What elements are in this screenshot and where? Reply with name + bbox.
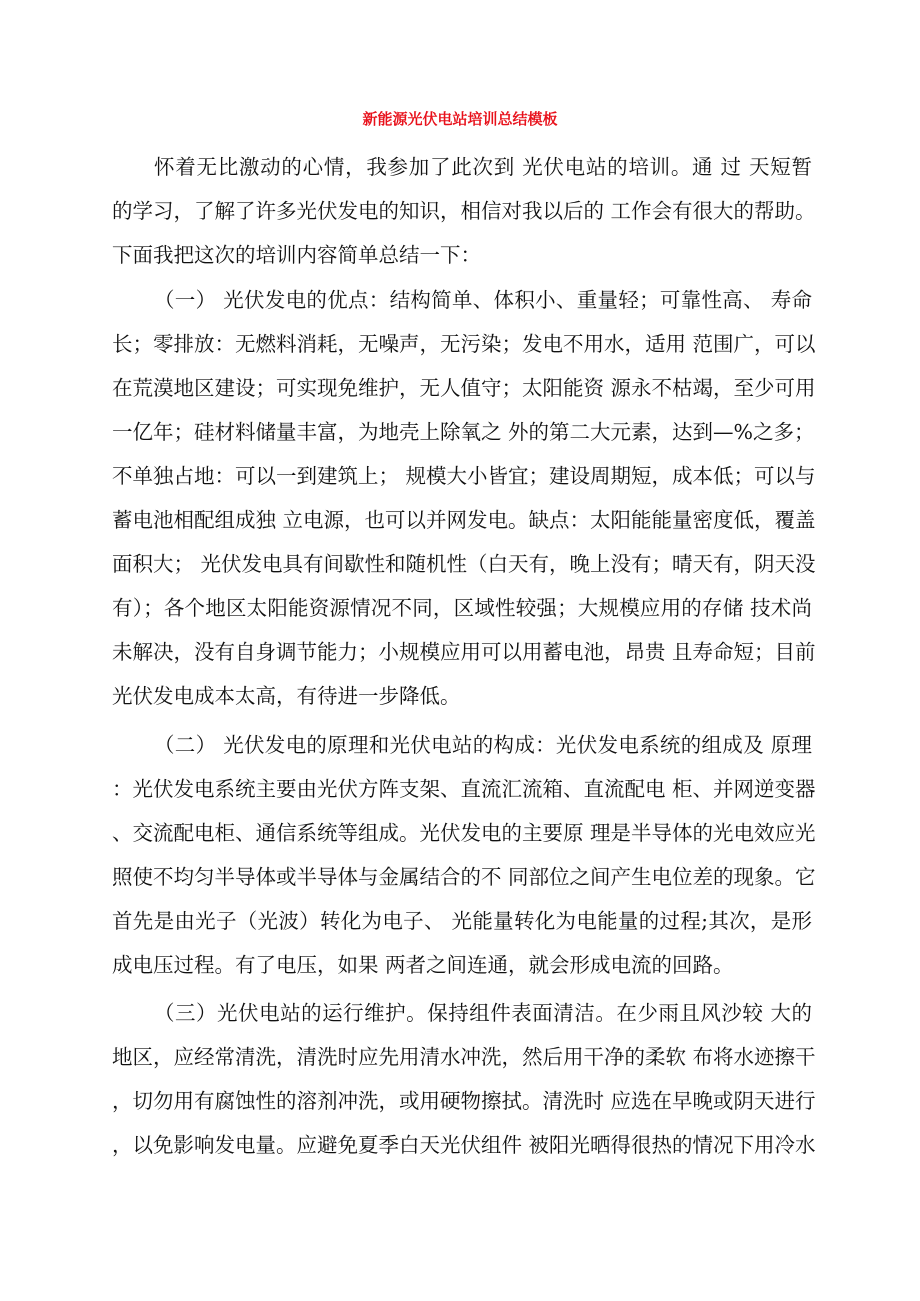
paragraph-principle xyxy=(112,723,816,987)
paragraph-maintenance xyxy=(112,991,816,1167)
text-line: 成电压过程。有了电压，如果 两者之间连通，就会形成电流的回路。 xyxy=(112,953,734,977)
text-line: 首先是由光子（光波）转化为电子、 光能量转化为电能量的过程;其次，是形 xyxy=(112,909,812,933)
text-line: 有）；各个地区太阳能资源情况不同，区域性较强；大规模应用的存储 技术尚 xyxy=(112,596,812,620)
text-line: 地区，应经常清洗，清洗时应先用清水冲洗，然后用干净的柔软 布将水迹擦干 xyxy=(112,1045,816,1069)
text-line: 未解决，没有自身调节能力；小规模应用可以用蓄电池，昂贵 且寿命短；目前 xyxy=(112,640,816,664)
text-line: ，以免影响发电量。应避免夏季白天光伏组件 被阳光晒得很热的情况下用冷水 xyxy=(112,1133,816,1157)
text-line: 长；零排放：无燃料消耗，无噪声，无污染；发电不用水，适用 范围广，可以 xyxy=(112,332,816,356)
text-line: ，切勿用有腐蚀性的溶剂冲洗，或用硬物擦拭。清洗时 应选在早晚或阴天进行 xyxy=(112,1089,816,1113)
paragraph-advantages xyxy=(112,278,816,718)
text-line: 、交流配电柜、通信系统等组成。光伏发电的主要原 理是半导体的光电效应光 xyxy=(112,821,816,845)
text-line: 照使不均匀半导体或半导体与金属结合的不 同部位之间产生电位差的现象。它 xyxy=(112,865,816,889)
text-line: 不单独占地：可以一到建筑上； 规模大小皆宜；建设周期短，成本低；可以与 xyxy=(112,464,816,488)
text-line: 面积大； 光伏发电具有间歇性和随机性（白天有，晚上没有；晴天有，阴天没 xyxy=(112,552,816,576)
text-line: 的学习，了解了许多光伏发电的知识，相信对我以后的 工作会有很大的帮助。 xyxy=(112,199,816,223)
text-line: 下面我把这次的培训内容简单总结一下： xyxy=(112,243,481,267)
text-line: （二） 光伏发电的原理和光伏电站的构成：光伏发电系统的组成及 原理 xyxy=(154,733,812,757)
paragraph-intro xyxy=(112,145,816,277)
text-line: 在荒漠地区建设；可实现免维护，无人值守；太阳能资 源永不枯竭，至少可用 xyxy=(112,376,816,400)
document-title: 新能源光伏电站培训总结模板 xyxy=(362,110,558,128)
text-line: 一亿年；硅材料储量丰富，为地壳上除氧之 外的第二大元素，达到—%之多； xyxy=(112,420,815,444)
text-line: （三）光伏电站的运行维护。保持组件表面清洁。在少雨且风沙较 大的 xyxy=(154,1001,812,1025)
text-line: ：光伏发电系统主要由光伏方阵支架、直流汇流箱、直流配电 柜、并网逆变器 xyxy=(112,777,816,801)
text-line: 光伏发电成本太高，有待进一步降低。 xyxy=(112,684,461,708)
text-line: 怀着无比激动的心情，我参加了此次到 光伏电站的培训。通 过 天短暂 xyxy=(154,155,812,179)
text-line: 蓄电池相配组成独 立电源，也可以并网发电。缺点：太阳能能量密度低，覆盖 xyxy=(112,508,816,532)
text-line: （一） 光伏发电的优点：结构简单、体积小、重量轻；可靠性高、 寿命 xyxy=(154,288,812,312)
